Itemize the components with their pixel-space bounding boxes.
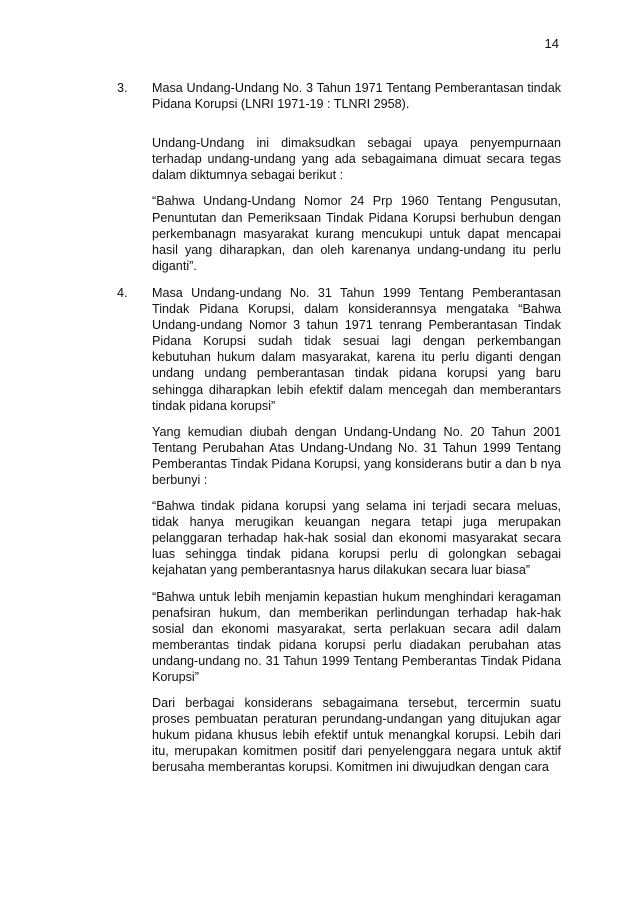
quote-paragraph: “Bahwa untuk lebih menjamin kepastian hukum menghindari keragaman penafsiran hukum, dan memberikan perlindungan terhadap hak-hak sosial dan ekonomi masyarakat, serta perlakuan secara adil dalam memberantas tindak pidana korupsi perlu diadakan perubahan atas undang-undang no. 31 Tahun 1999 Tentang Pemberantas Tindak Pidana Korupsi” (152, 589, 561, 684)
quote-paragraph: “Bahwa tindak pidana korupsi yang selama ini terjadi secara meluas, tidak hanya merugikan keuangan negara tetapi juga merupakan pelanggaran terhadap hak-hak sosial dan ekonomi masyarakat secara luas sehingga tindak pidana korupsi perlu di golongkan sebagai kejahatan yang pemberantasnya harus dilakukan secara luar biasa” (152, 499, 561, 578)
paragraph: Masa Undang-Undang No. 3 Tahun 1971 Tentang Pemberantasan tindak Pidana Korupsi (LNRI 1971-19 : TLNRI 2958). (152, 81, 561, 112)
paragraph: Undang-Undang ini dimaksudkan sebagai upaya penyempurnaan terhadap undang-undang yang ada sebagaimana dimuat secara tegas dalam diktumnya sebagai berikut : (152, 136, 561, 183)
list-item-number: 3. (117, 81, 128, 95)
list-item-3 (117, 80, 561, 274)
list-item-number: 4. (117, 285, 128, 300)
document-body (117, 80, 561, 776)
paragraph: Yang kemudian diubah dengan Undang-Undang No. 20 Tahun 2001 Tentang Perubahan Atas Undang-Undang No. 31 Tahun 1999 Tentang Pemberantas Tindak Pidana Korupsi, yang konsiderans butir a dan b nya berbunyi : (152, 424, 561, 487)
page-number: 14 (544, 36, 559, 51)
paragraph: Masa Undang-undang No. 31 Tahun 1999 Tentang Pemberantasan Tindak Pidana Korupsi, dalam konsiderannsya mengataka “Bahwa Undang-undang Nomor 3 tahun 1971 tenrang Pemberantasan Tindak Pidana Korupsi sudah tidak sesuai lagi dengan perkembangan kebutuhan hukum dalam masyarakat, karena itu perlu diganti dengan undang undang pemberantasan tindak pidana korupsi yang baru sehingga diharapkan lebih efektif dalam mencegah dan memberantars tindak pidana korupsi” (152, 285, 561, 413)
paragraph: Dari berbagai konsiderans sebagaimana tersebut, tercermin suatu proses pembuatan peraturan perundang-undangan yang ditujukan agar hukum pidana khusus lebih efektif untuk menangkal korupsi. Lebih dari itu, merupakan komitmen positif dari penyelenggara negara untuk aktif berusaha memberantas korupsi. Komitmen ini diwujudkan dengan cara (152, 696, 561, 775)
quote-paragraph: “Bahwa Undang-Undang Nomor 24 Prp 1960 Tentang Pengusutan, Penuntutan dan Pemeriksaan Tindak Pidana Korupsi berhubun dengan perkembanagn masyarakat kurang mencukupi untuk dapat mencapai hasil yang diharapkan, dan oleh karenanya undang-undang itu perlu diganti”. (152, 194, 561, 273)
list-item-4 (117, 285, 561, 776)
